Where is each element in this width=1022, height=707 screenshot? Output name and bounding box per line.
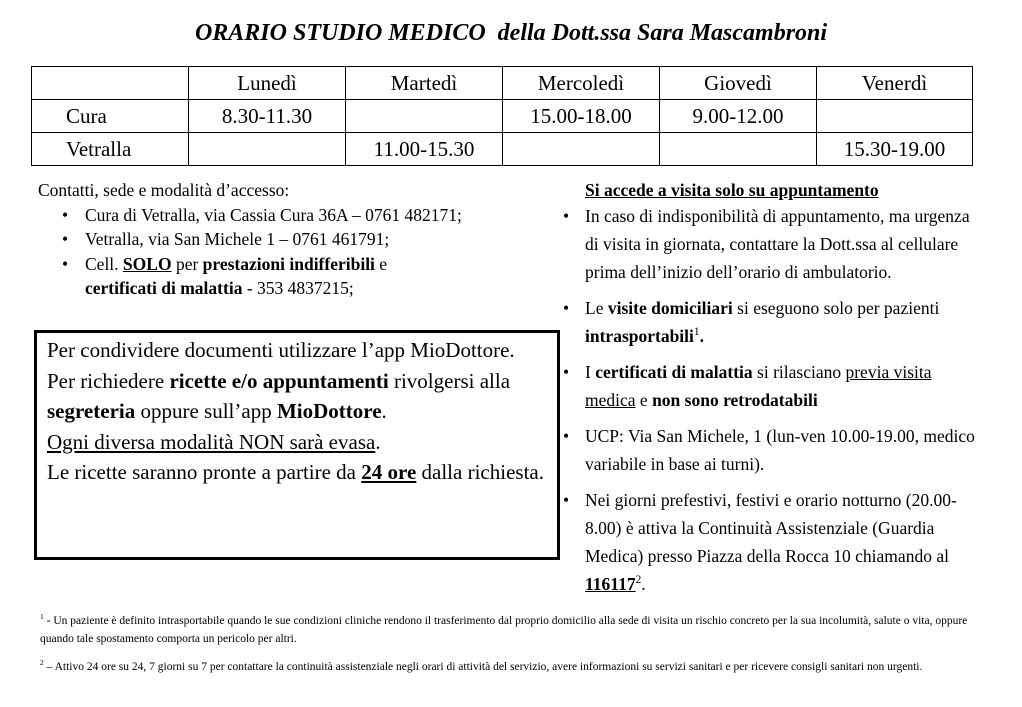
table-row (32, 133, 973, 166)
page-title: ORARIO STUDIO MEDICO della Dott.ssa Sara Mascambroni (194, 20, 828, 46)
contacts-section (38, 178, 558, 301)
hours-cell (817, 100, 973, 133)
table-header-row (32, 67, 973, 100)
rules-list (563, 202, 983, 598)
cell-certificati: certificati di malattia (85, 278, 243, 298)
box-bold-miodottore: MioDottore (276, 399, 382, 423)
footnote-marker: 2 (40, 658, 44, 668)
table-corner-cell (32, 67, 189, 100)
rule-text: Le (585, 298, 608, 318)
hours-cell (660, 133, 817, 166)
footnote-text: - Un paziente è definito intrasportabile quando le sue condizioni cliniche rendono il trasferimento dal proprio domicilio alla sede di visita un rischio concreto per la sua incolumità, salute o vita, oppure quando tale spostamento comporta un pericolo per altri. (40, 615, 968, 645)
box-text: Le ricette saranno pronte a partire da (47, 460, 362, 484)
rule-item-certificates (585, 358, 983, 414)
contact-item: • Vetralla, via San Michele 1 – 0761 461791; (85, 227, 558, 252)
cell-number: - 353 4837215; (242, 278, 354, 298)
hours-cell: 15.30-19.00 (817, 133, 973, 166)
box-bold-ricette: ricette e/o appuntamenti (169, 368, 389, 393)
rule-item-ucp: • UCP: Via San Michele, 1 (lun-ven 10.00-19.00, medico variabile in base ai turni). (585, 422, 983, 478)
day-header: Lunedì (189, 67, 346, 100)
rule-text: e (635, 390, 653, 410)
footnote-text: – Attivo 24 ore su 24, 7 giorni su 7 per contattare la continuità assistenziale negli orari di attività del servizio, avere informazioni su servizi sanitari e per ricevere consigli sanitari non urgenti. (43, 661, 923, 673)
day-header: Venerdì (817, 67, 973, 100)
box-line-ready (47, 457, 549, 488)
day-header: Martedì (346, 67, 503, 100)
rule-text: . (699, 326, 704, 346)
cell-e: e (374, 253, 388, 274)
rule-bold: non sono retrodatabili (652, 390, 818, 410)
rules-heading: Si accede a visita solo su appuntamento (585, 180, 879, 200)
contacts-list (38, 203, 558, 301)
footnote-ref: 1 (693, 326, 700, 339)
box-bold-segreteria: segreteria (47, 399, 136, 423)
schedule-table (31, 66, 973, 166)
box-text: dalla richiesta. (416, 460, 544, 484)
contact-item-cell (85, 252, 558, 301)
hours-cell: 9.00-12.00 (660, 100, 817, 133)
hours-cell: 8.30-11.30 (189, 100, 346, 133)
rule-bold: certificati di malattia (595, 362, 753, 382)
footnote-marker: 1 (40, 612, 44, 622)
hours-cell (189, 133, 346, 166)
footnote-1 (40, 612, 990, 648)
access-rules-section (563, 178, 983, 598)
box-text: . (381, 399, 387, 423)
hours-cell: 15.00-18.00 (503, 100, 660, 133)
cell-prestazioni: prestazioni indifferibili (202, 253, 375, 274)
box-text: rivolgersi alla (388, 368, 511, 393)
rule-item-home-visits (585, 294, 983, 350)
rule-text: si rilasciano (752, 362, 846, 382)
cell-per: per (171, 253, 203, 274)
rule-bold: intrasportabili (585, 326, 694, 346)
place-cell: Cura (32, 100, 189, 133)
box-line-warning (47, 427, 549, 458)
info-box (34, 330, 560, 560)
day-header: Giovedì (660, 67, 817, 100)
rule-item-urgency: • In caso di indisponibilità di appuntamento, ma urgenza di visita in giornata, contattare la Dott.ssa al cellulare prima dell’inizio dell’orario di ambulatorio. (585, 202, 983, 286)
box-text: . (375, 429, 381, 454)
box-warning-text: Ogni diversa modalità NON sarà evasa (47, 429, 376, 454)
cell-solo: SOLO (122, 253, 172, 274)
hours-cell: 11.00-15.30 (346, 133, 503, 166)
box-text: oppure sull’app (135, 399, 277, 423)
hours-cell (346, 100, 503, 133)
day-header: Mercoledì (503, 67, 660, 100)
footnote-ref: 2 (635, 574, 642, 587)
box-bold-24ore: 24 ore (361, 460, 417, 484)
rule-text: . (641, 574, 646, 594)
footnotes (40, 612, 990, 686)
table-row (32, 100, 973, 133)
box-text: Per richiedere (47, 368, 170, 393)
footnote-2 (40, 658, 990, 676)
rule-phone-116117: 116117 (585, 574, 636, 594)
box-line-requests (47, 366, 549, 427)
cell-prefix: Cell. (85, 253, 123, 274)
rule-item-guardia-medica (585, 486, 983, 598)
rule-bold: visite domiciliari (607, 298, 733, 318)
place-cell: Vetralla (32, 133, 189, 166)
hours-cell (503, 133, 660, 166)
contacts-heading: Contatti, sede e modalità d’accesso: (38, 180, 290, 200)
rule-text: Nei giorni prefestivi, festivi e orario notturno (20.00-8.00) è attiva la Continuità Assistenziale (Guardia Medica) presso Piazza della Rocca 10 chiamando al (585, 490, 957, 566)
rule-underline: previa visita medica (585, 362, 932, 410)
contact-item: • Cura di Vetralla, via Cassia Cura 36A – 0761 482171; (85, 203, 558, 228)
box-line-documents: Per condividere documenti utilizzare l’app MioDottore. (47, 338, 515, 362)
rule-text: si eseguono solo per pazienti (732, 298, 940, 318)
rule-text: I (585, 362, 596, 382)
